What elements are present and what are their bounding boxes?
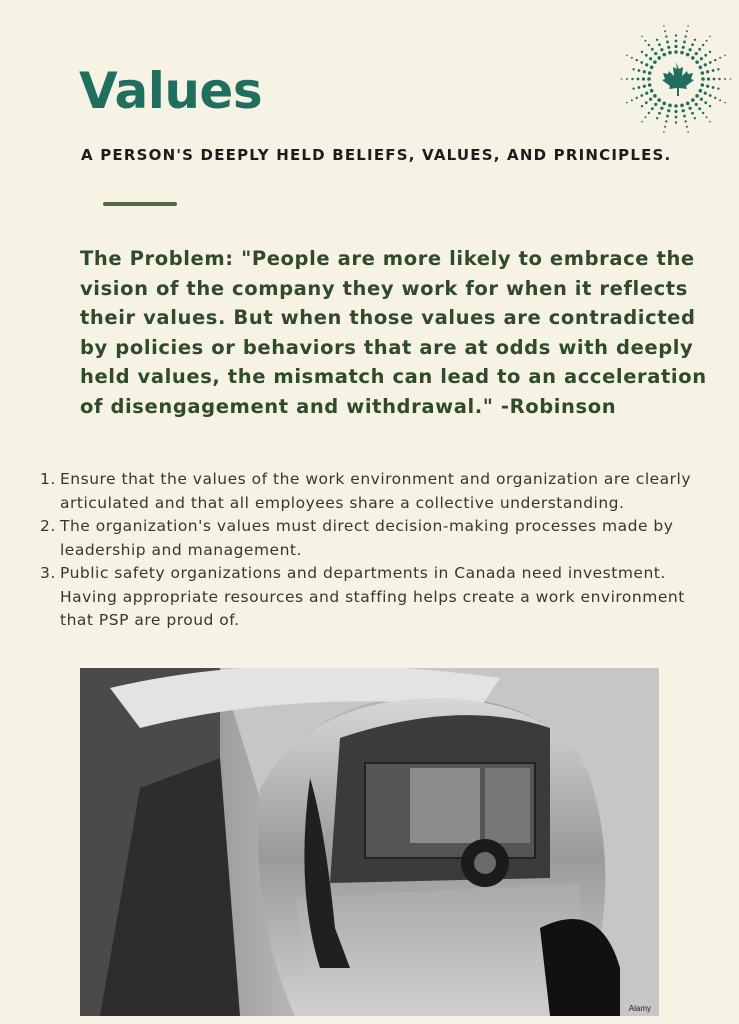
emblem-ray-dot	[701, 77, 705, 81]
emblem-ray-dot	[643, 70, 646, 73]
emblem-ray-dot	[641, 51, 643, 53]
emblem-ray-dot	[626, 78, 628, 80]
emblem-ray-dot	[706, 116, 708, 118]
emblem-ray-dot	[709, 121, 711, 123]
emblem-ray-dot	[641, 105, 643, 107]
emblem-ray-dot	[694, 117, 696, 119]
emblem-ray-dot	[687, 131, 689, 133]
emblem-ray-dot	[706, 85, 709, 88]
emblem-ray-dot	[699, 89, 703, 93]
helmet-reflection-illustration	[80, 668, 659, 1016]
emblem-ray-dot	[709, 51, 711, 53]
photo-credit: Alamy	[628, 1004, 651, 1013]
emblem-ray-dot	[691, 98, 695, 102]
emblem-ray-dot	[641, 36, 643, 38]
emblem-ray-dot	[643, 85, 646, 88]
emblem-ray-dot	[675, 40, 678, 43]
emblem-ray-dot	[631, 78, 633, 80]
emblem-ray-dot	[674, 104, 678, 108]
emblem-ray-dot	[644, 116, 646, 118]
emblem-ray-dot	[694, 39, 696, 41]
emblem-ray-dot	[640, 61, 643, 64]
emblem-ray-dot	[695, 52, 698, 55]
emblem-ray-dot	[714, 97, 716, 99]
emblem-ray-dot	[724, 55, 726, 57]
emblem-ray-dot	[668, 51, 672, 55]
list-item	[40, 562, 720, 633]
emblem-ray-dot	[706, 40, 708, 42]
emblem-ray-dot	[662, 102, 666, 106]
emblem-ray-dot	[713, 78, 716, 81]
emblem-ray-dot	[709, 36, 711, 38]
list-number: 1.	[40, 470, 56, 488]
emblem-ray-dot	[684, 120, 686, 122]
emblem-ray-dot	[654, 52, 657, 55]
emblem-ray-dot	[704, 63, 707, 66]
emblem-ray-dot	[674, 50, 678, 54]
emblem-ray-dot	[709, 105, 711, 107]
emblem-ray-dot	[709, 94, 712, 97]
emblem-ray-dot	[626, 55, 628, 57]
emblem-ray-dot	[651, 48, 654, 51]
emblem-ray-dot	[641, 121, 643, 123]
emblem-ray-dot	[701, 83, 705, 87]
emblem-ray-dot	[649, 57, 652, 60]
emblem-ray-dot	[640, 94, 643, 97]
emblem-ray-dot	[674, 110, 677, 113]
emblem-ray-dot	[684, 35, 686, 37]
emblem-ray-dot	[645, 63, 648, 66]
emblem-ray-dot	[660, 107, 663, 110]
list-number: 2.	[40, 517, 56, 535]
emblem-ray-dot	[698, 107, 701, 110]
emblem-ray-dot	[691, 43, 694, 46]
emblem-ray-dot	[663, 131, 665, 133]
emblem-ray-dot	[691, 112, 694, 115]
emblem-ray-dot	[695, 60, 699, 64]
emblem-ray-dot	[642, 77, 645, 80]
maple-leaf-burst-icon	[617, 20, 735, 138]
emblem-ray-dot	[704, 101, 707, 104]
emblem-ray-dot	[663, 25, 665, 27]
emblem-ray-dot	[631, 57, 633, 59]
emblem-ray-dot	[683, 41, 686, 44]
emblem-ray-dot	[704, 92, 707, 95]
emblem-ray-dot	[717, 87, 719, 89]
emblem-ray-dot	[675, 116, 678, 119]
list-number: 3.	[40, 564, 56, 582]
emblem-ray-dot	[689, 107, 692, 110]
emblem-ray-dot	[647, 77, 651, 81]
emblem-ray-dot	[691, 56, 695, 60]
emblem-ray-dot	[658, 43, 661, 46]
emblem-ray-dot	[707, 77, 710, 80]
emblem-ray-dot	[702, 44, 704, 46]
list-text: Public safety organizations and departments in Canada need investment. Having appropriate resources and staffing helps create a work environment that PSP are proud of.	[60, 564, 685, 629]
emblem-ray-dot	[664, 30, 666, 32]
list-text: Ensure that the values of the work environment and organization are clearly articulated and that all employees share a collective understanding.	[60, 470, 692, 512]
list-item	[40, 515, 720, 562]
emblem-ray-dot	[665, 35, 667, 37]
emblem-ray-dot	[645, 92, 648, 95]
emblem-ray-dot	[657, 56, 661, 60]
emblem-ray-dot	[653, 60, 657, 64]
emblem-ray-dot	[709, 61, 712, 64]
emblem-ray-dot	[637, 78, 640, 81]
recommendations-list	[40, 468, 720, 633]
emblem-ray-dot	[666, 115, 669, 118]
emblem-ray-dot	[648, 71, 652, 75]
emblem-ray-dot	[660, 48, 663, 51]
firefighter-helmet-photo	[80, 668, 659, 1016]
emblem-ray-dot	[700, 98, 703, 101]
emblem-ray-dot	[686, 126, 688, 128]
emblem-ray-dot	[626, 102, 628, 104]
emblem-ray-dot	[648, 112, 650, 114]
emblem-ray-dot	[649, 98, 652, 101]
problem-quote: The Problem: "People are more likely to embrace the vision of the company they work for when it reflects their values. But when those values are contradicted by policies or behaviors that are at odds with deeply held values, the mismatch can lead to an acceleration of disengagement and withdrawal." -Robinson	[80, 247, 707, 418]
emblem-ray-dot	[668, 104, 672, 108]
emblem-ray-dot	[638, 86, 641, 89]
emblem-ray-dot	[653, 94, 657, 98]
emblem-ray-dot	[706, 70, 709, 73]
emblem-ray-dot	[700, 57, 703, 60]
emblem-ray-dot	[651, 107, 654, 110]
emblem-ray-dot	[695, 94, 699, 98]
emblem-ray-dot	[654, 103, 657, 106]
page-subtitle: A PERSON'S DEEPLY HELD BELIEFS, VALUES, AND PRINCIPLES.	[81, 146, 672, 164]
emblem-ray-dot	[664, 126, 666, 128]
emblem-ray-dot	[650, 65, 654, 69]
emblem-ray-dot	[712, 69, 715, 72]
list-item	[40, 468, 720, 515]
emblem-ray-dot	[682, 46, 685, 49]
emblem-ray-dot	[648, 44, 650, 46]
emblem-ray-dot	[638, 69, 641, 72]
emblem-ray-dot	[686, 30, 688, 32]
emblem-ray-dot	[675, 121, 677, 123]
emblem-ray-dot	[656, 39, 658, 41]
emblem-ray-dot	[657, 98, 661, 102]
emblem-ray-dot	[662, 53, 666, 57]
emblem-ray-dot	[674, 45, 677, 48]
emblem-ray-dot	[714, 59, 716, 61]
emblem-ray-dot	[717, 68, 719, 70]
emblem-ray-dot	[686, 53, 690, 57]
emblem-ray-dot	[631, 99, 633, 101]
emblem-ray-dot	[724, 102, 726, 104]
divider	[103, 202, 177, 206]
emblem-ray-dot	[667, 109, 670, 112]
emblem-ray-dot	[701, 71, 705, 75]
emblem-ray-dot	[667, 46, 670, 49]
emblem-ray-dot	[699, 65, 703, 69]
emblem-ray-dot	[724, 78, 726, 80]
emblem-ray-dot	[675, 34, 677, 36]
emblem-ray-dot	[666, 41, 669, 44]
emblem-ray-dot	[719, 57, 721, 59]
emblem-ray-dot	[689, 48, 692, 51]
emblem-ray-dot	[665, 120, 667, 122]
emblem-ray-dot	[718, 78, 720, 80]
emblem-ray-dot	[656, 117, 658, 119]
emblem-ray-dot	[645, 101, 648, 104]
emblem-ray-dot	[645, 54, 648, 57]
emblem-ray-dot	[632, 68, 634, 70]
emblem-ray-dot	[683, 115, 686, 118]
emblem-ray-dot	[704, 54, 707, 57]
emblem-ray-dot	[621, 78, 623, 80]
emblem-ray-dot	[719, 99, 721, 101]
emblem-ray-dot	[632, 87, 634, 89]
emblem-ray-dot	[687, 25, 689, 27]
emblem-ray-dot	[682, 109, 685, 112]
emblem-ray-dot	[658, 112, 661, 115]
emblem-ray-dot	[636, 97, 638, 99]
emblem-ray-dot	[680, 104, 684, 108]
list-text: The organization's values must direct decision-making processes made by leadership and management.	[60, 517, 674, 559]
page-title: Values	[79, 62, 263, 120]
emblem-ray-dot	[698, 48, 701, 51]
emblem-ray-dot	[695, 103, 698, 106]
emblem-ray-dot	[644, 40, 646, 42]
emblem-ray-dot	[636, 59, 638, 61]
emblem-ray-dot	[712, 86, 715, 89]
emblem-ray-dot	[650, 89, 654, 93]
emblem-ray-dot	[648, 83, 652, 87]
emblem-ray-dot	[686, 102, 690, 106]
emblem-ray-dot	[730, 78, 732, 80]
emblem-ray-dot	[702, 112, 704, 114]
emblem-ray-dot	[680, 51, 684, 55]
